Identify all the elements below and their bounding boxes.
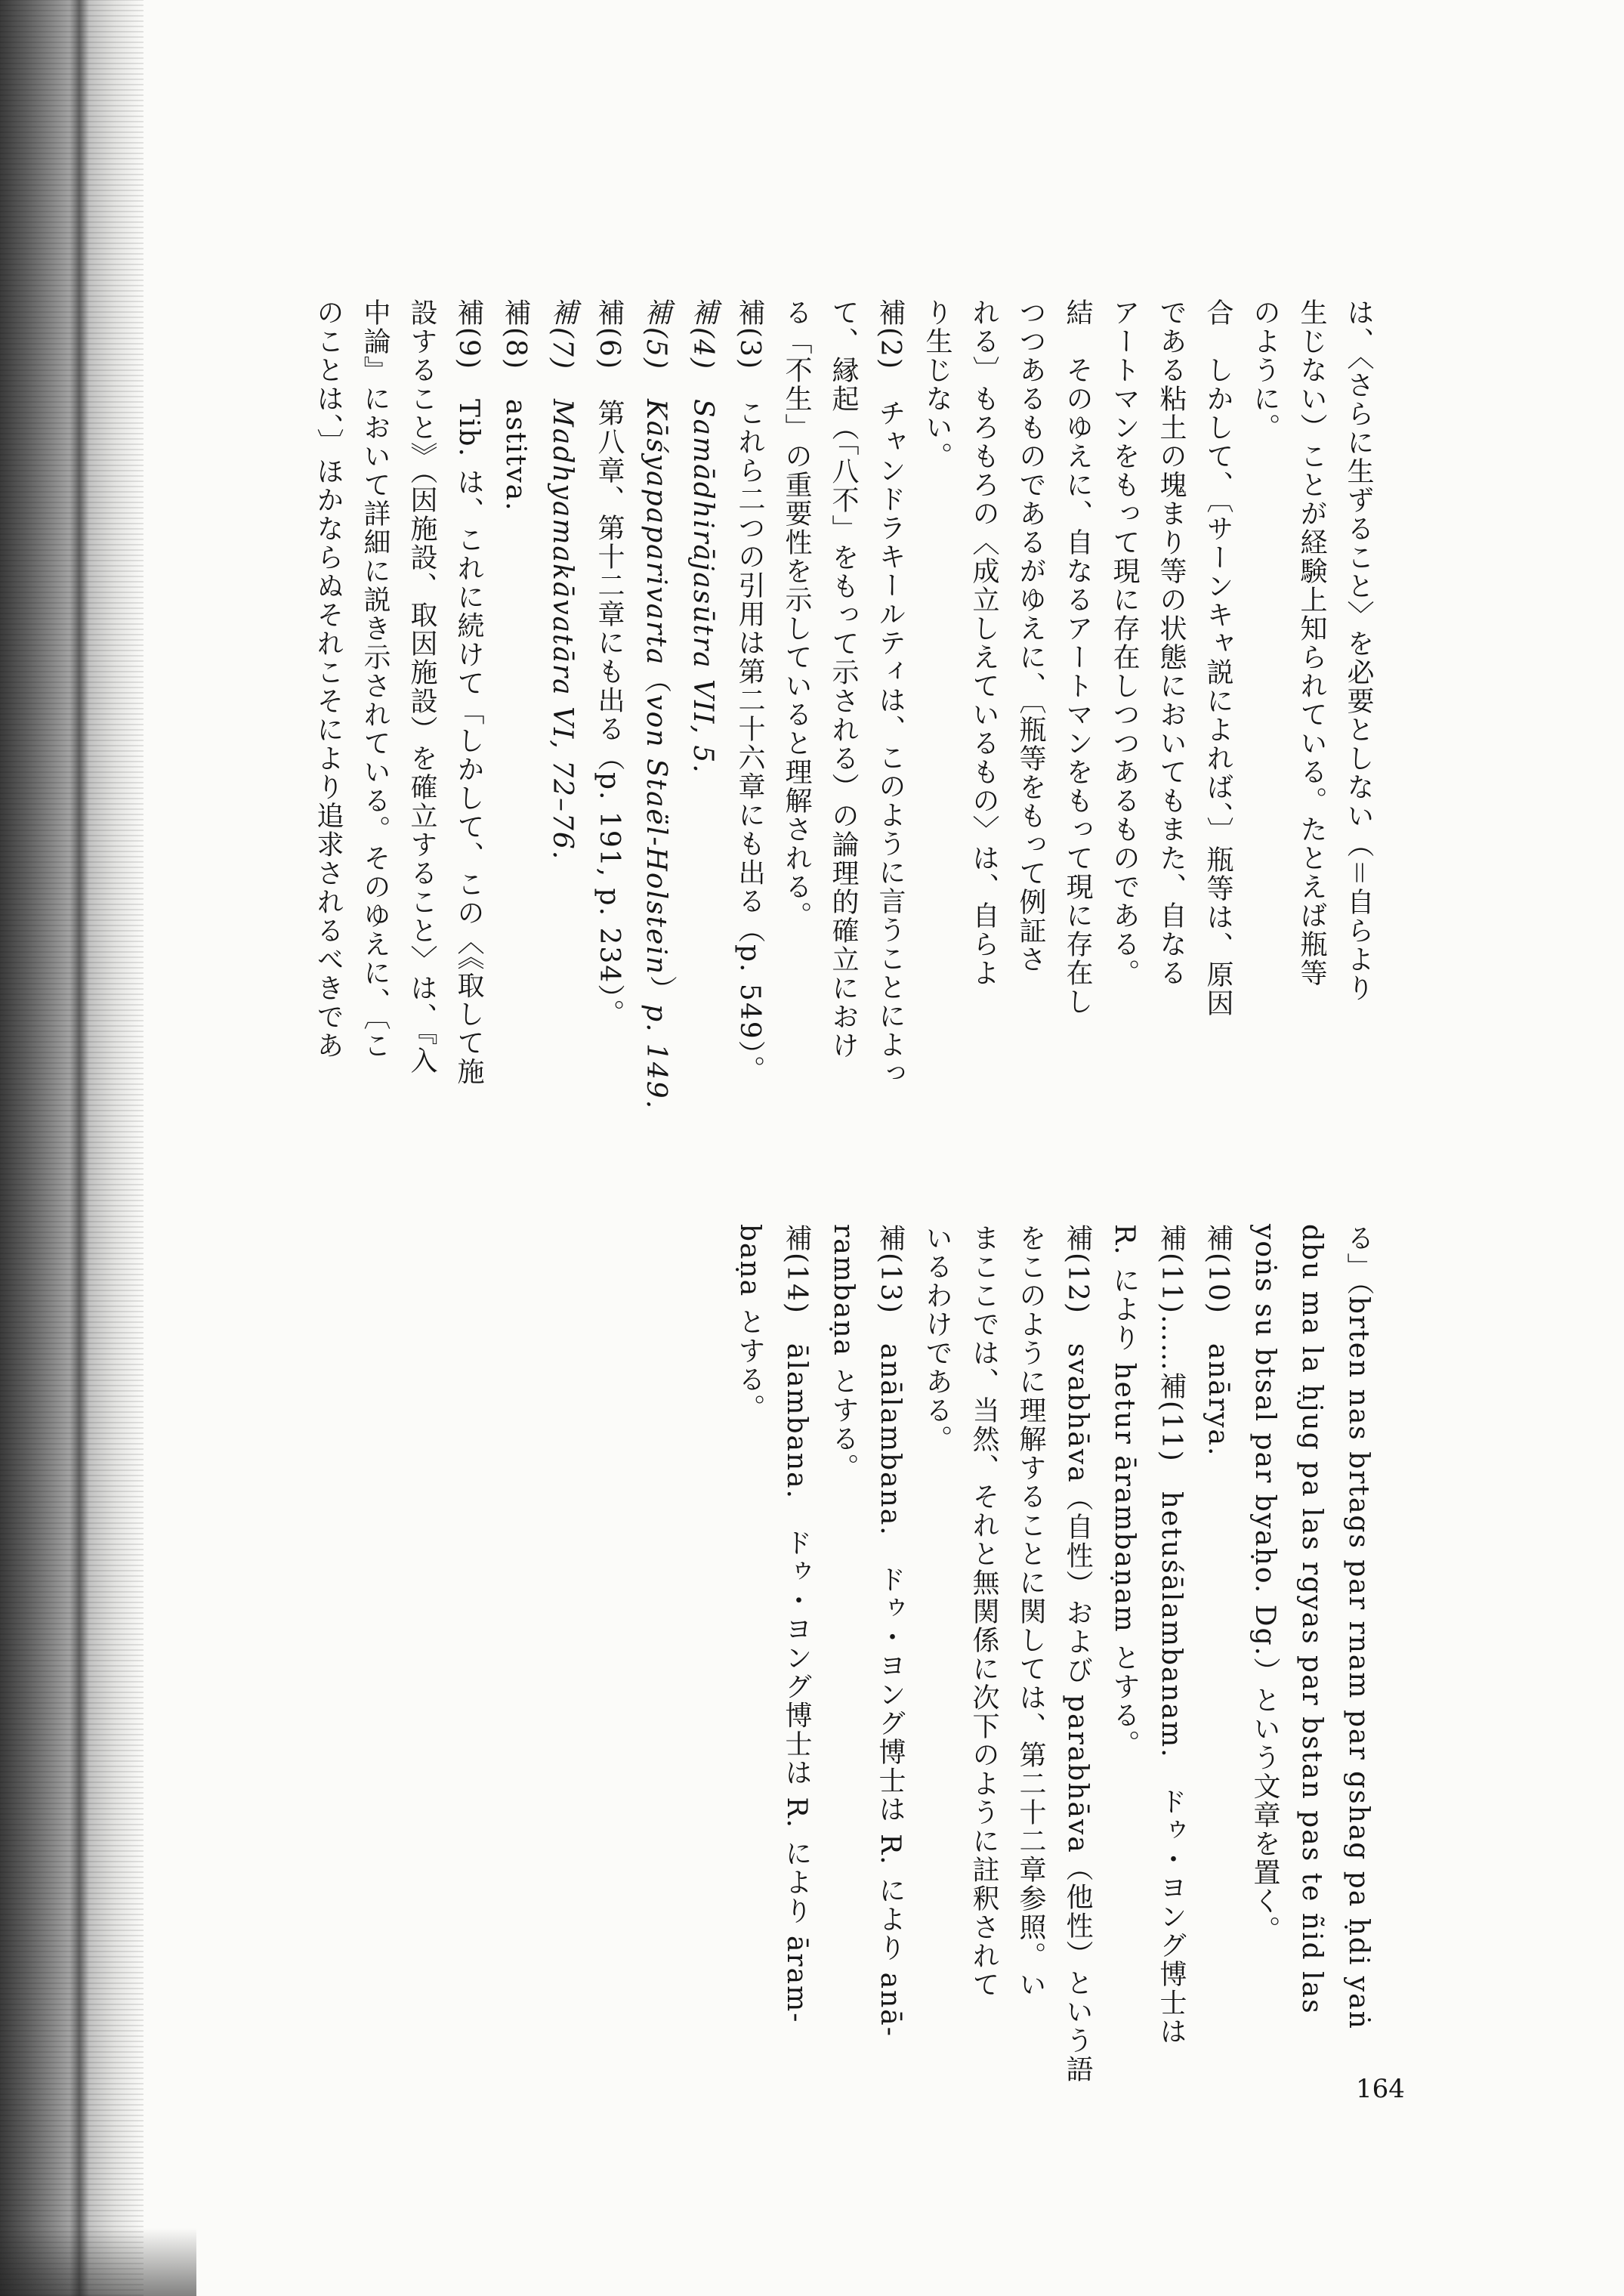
note-7-line: 補(7) Madhyamakāvatāra VI, 72–76. <box>547 298 578 861</box>
note-12-line: 補(12) svabhāva（自性）および parabhāva（他性）という語 <box>1062 1224 1093 2084</box>
text-line: 結 そのゆえに、自なるアートマンをもって現に存在し <box>1062 298 1093 1016</box>
text-line: り生じない。 <box>922 298 952 471</box>
text-line: のことは、〕ほかならぬそれこそにより追求されるべきであ <box>313 298 344 1060</box>
text-line: baṇa とする。 <box>734 1224 765 1423</box>
text-line: いるわけである。 <box>922 1224 952 1454</box>
note-10-line: 補(10) anārya. <box>1203 1224 1233 1457</box>
note-5-line: 補(5) Kāśyapaparivarta（von Staël-Holstein）p. 149. <box>641 298 672 1111</box>
note-4-line: 補(4) Samādhirājasūtra VII, 5. <box>687 298 718 774</box>
note-8-line: 補(8) astitva. <box>500 298 531 512</box>
text-line: は、〈さらに生ずること〉を必要としない（＝自らより <box>1343 298 1374 1003</box>
text-line: 合 しかして、〔サーンキャ説によれば、〕瓶等は、原因 <box>1203 298 1233 1018</box>
book-spine-shadow <box>69 0 89 2296</box>
text-line: 中論』において詳細に説き示されている。そのゆえに、〔こ <box>360 298 391 1060</box>
page-number: 164 <box>1356 2074 1405 2104</box>
text-line: のように。 <box>1249 298 1280 442</box>
note-3-line: 補(3) これら二つの引用は第二十六章にも出る（p. 549）。 <box>734 298 765 1084</box>
text-line: rambaṇa とする。 <box>828 1224 859 1482</box>
text-line: yoṅs su btsal par byaḥo. Dg.）という文章を置く。 <box>1249 1224 1280 1945</box>
text-line: をこのように理解することに関しては、第二十二章参照。い <box>1015 1224 1046 1999</box>
text-line: れる〕もろもろの〈成立しえているもの〉は、自らよ <box>968 298 999 987</box>
note-13-line: 補(13) anālambana. ドゥ・ヨング博士は R. により anā- <box>875 1224 906 2038</box>
text-line: dbu ma la ḥjug pa las rgyas par bstan pas te ñid las <box>1296 1224 1327 2015</box>
text-line: 設すること》（因施設、取因施設）を確立すること〉は、『入 <box>406 298 437 1075</box>
note-2-line: 補(2) チャンドラキールティは、このように言うことによっ <box>875 298 906 1088</box>
text-line: て、縁起（「八不」をもって示される）の論理的確立におけ <box>828 298 859 1060</box>
text-line: 生じない）ことが経験上知られている。たとえば瓶等 <box>1296 298 1327 987</box>
scan-edge-smudge <box>0 2228 196 2296</box>
note-6-line: 補(6) 第八章、第十二章にも出る（p. 191, p. 234）。 <box>594 298 625 1028</box>
note-14-line: 補(14) ālambana. ドゥ・ヨング博士は R. により āram- <box>781 1224 812 2024</box>
text-line: る「不生」の重要性を示していると理解される。 <box>781 298 812 930</box>
text-line: アートマンをもって現に存在しつつあるものである。 <box>1109 298 1140 987</box>
text-line: つつあるものであるがゆえに、〔瓶等をもって例証さ <box>1015 298 1046 974</box>
note-9-line: 補(9) Tib. は、これに続けて「しかして、この〈《取して施 <box>453 298 484 1086</box>
text-line: である粘土の塊まり等の状態においてもまた、自なる <box>1156 298 1187 987</box>
note-11-line: 補(11)……補(11) hetuśālambanam. ドゥ・ヨング博士は <box>1156 1224 1187 2046</box>
text-line: まここでは、当然、それと無関係に次下のように註釈されて <box>968 1224 999 1999</box>
text-line: る」（brten nas brtags par rnam par gshag pa ḥdi yaṅ <box>1343 1224 1374 2030</box>
text-line: R. により hetur ārambaṇam とする。 <box>1109 1224 1140 1759</box>
